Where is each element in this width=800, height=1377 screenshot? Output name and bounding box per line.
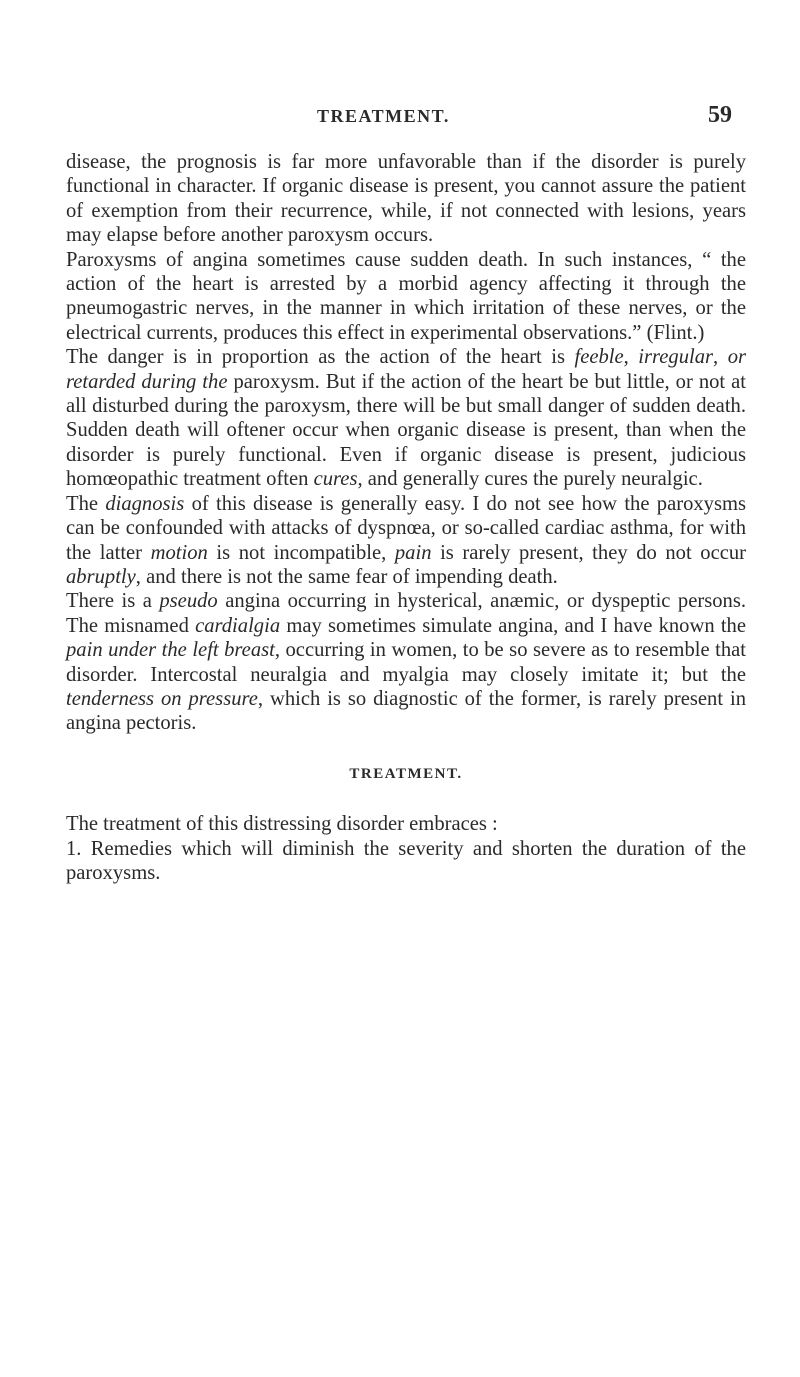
- italic-text: diagnosis: [105, 492, 185, 515]
- text-run: may sometimes simulate angina, and I have known the: [280, 614, 746, 637]
- paragraphs-before-heading: [66, 150, 746, 736]
- text-run: is rarely present, they do not occur: [431, 541, 746, 564]
- text-run: is not incompatible,: [207, 541, 395, 564]
- paragraph: [66, 345, 746, 491]
- text-run: , and generally cures the purely neuralgic.: [357, 468, 703, 491]
- text-run: , which is so diagnostic of the former, is rarely present in angina pectoris.: [66, 687, 746, 735]
- text-run: 1. Remedies which will diminish the severity and shorten the duration of the paroxysms.: [66, 837, 746, 884]
- paragraph: [66, 837, 746, 886]
- italic-text: or retarded during the: [66, 346, 746, 393]
- paragraph: [66, 248, 746, 346]
- paragraph: [66, 589, 746, 735]
- text-run: angina occurring in hysterical, anæmic, or dyspeptic persons. The misnamed: [66, 590, 747, 637]
- italic-text: pain: [394, 541, 432, 564]
- italic-text: feeble: [574, 346, 624, 369]
- italic-text: cures: [313, 468, 358, 491]
- text-run: , occurring in women, to be so severe as to resemble that disorder. Intercostal neuralgia and myalgia may closely imitate it; but the: [66, 639, 746, 686]
- paragraph: [66, 492, 746, 590]
- paragraph: [66, 812, 746, 836]
- text-run: There is a: [66, 590, 160, 613]
- text-run: disease, the prognosis is far more unfavorable than if the disorder is purely functional in character. If organic disease is present, you cannot assure the patient of exemption from their recurrence, while, if not connected with lesions, years may elapse before another paroxysm occurs.: [66, 151, 746, 247]
- running-title: TREATMENT.: [317, 106, 450, 126]
- text-run: The: [66, 492, 106, 515]
- text-run: ,: [713, 346, 728, 369]
- italic-text: irregular: [638, 346, 714, 369]
- text-run: Paroxysms of angina sometimes cause sudden death. In such instances, “ the action of the heart is arrested by a morbid agency affecting it through the pneumogastric nerves, in the manner in which irritation of these nerves, or the electrical currents, produces this effect in experimental observations.” (Flint.): [66, 248, 746, 344]
- italic-text: pain under the left breast: [66, 639, 275, 662]
- text-run: ,: [623, 346, 639, 369]
- page-body: [66, 150, 746, 885]
- paragraph: [66, 150, 746, 248]
- text-run: of this disease is generally easy. I do not see how the paroxysms can be confounded with attacks of dyspnœa, or so-called cardiac asthma, for with the latter: [66, 492, 747, 564]
- text-run: , and there is not the same fear of impending death.: [135, 565, 558, 588]
- italic-text: pseudo: [159, 590, 218, 613]
- paragraphs-after-heading: [66, 812, 746, 885]
- page-number: 59: [708, 102, 732, 128]
- italic-text: tenderness on pressure: [66, 687, 258, 710]
- section-heading: TREATMENT.: [349, 765, 463, 782]
- italic-text: motion: [150, 541, 208, 564]
- text-run: The treatment of this distressing disorder embraces :: [66, 813, 498, 836]
- text-run: paroxysm. But if the action of the heart be but little, or not at all disturbed during the paroxysm, there will be but small danger of sudden death. Sudden death will oftener occur when organic disease is present, than when the disorder is purely functional. Even if organic disease is present, judicious homœopathic treatment often: [66, 370, 746, 491]
- running-head: [0, 102, 800, 136]
- italic-text: cardialgia: [195, 614, 281, 637]
- text-run: The danger is in proportion as the action of the heart is: [66, 346, 575, 369]
- italic-text: abruptly: [66, 565, 136, 588]
